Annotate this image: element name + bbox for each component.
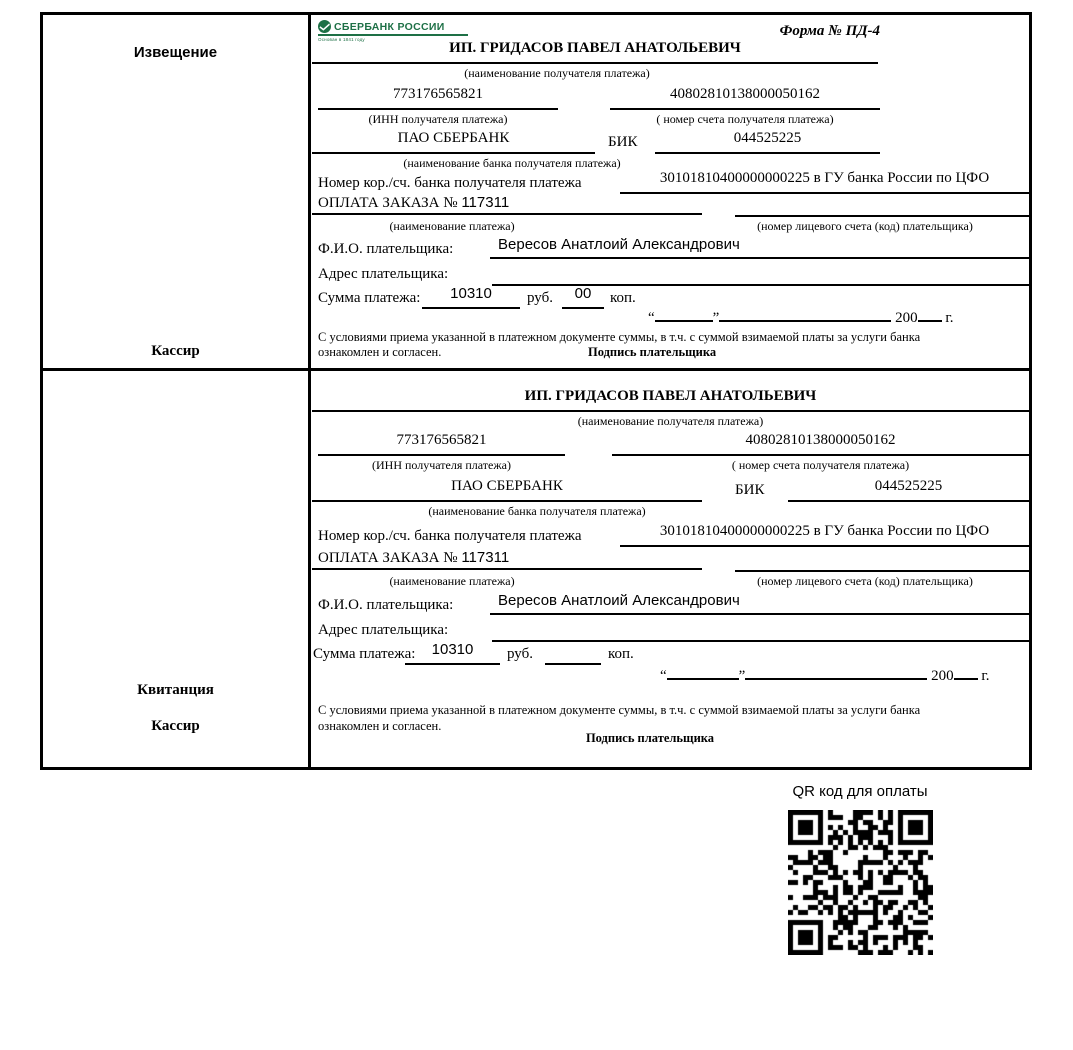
logo-underline	[318, 34, 468, 36]
sum-label-s2: Сумма платежа:	[313, 646, 416, 662]
bank-label-s1: (наименование банка получателя платежа)	[403, 156, 621, 170]
date-day-line-s2	[667, 664, 739, 680]
bik-label-s2: БИК	[735, 482, 765, 498]
address-label-s1: Адрес плательщика:	[318, 266, 449, 282]
corr-field-s2: 30101810400000000225 в ГУ банка России по ЦФО	[620, 523, 1029, 547]
payer-code-label-s2: (номер лицевого счета (код) плательщика)	[757, 574, 973, 588]
qr-code	[788, 810, 933, 955]
bank-name-field-s2: ПАО СБЕРБАНК	[312, 478, 702, 502]
form-number: Форма № ПД-4	[779, 23, 880, 39]
order-number-s2: 117311	[461, 549, 510, 566]
corr-field-s1: 30101810400000000225 в ГУ банка России по ЦФО	[620, 170, 1029, 194]
section2-cashier-label: Кассир	[151, 718, 200, 734]
purpose-text-s1: ОПЛАТА ЗАКАЗА №	[318, 195, 458, 211]
sum-kop-field-s2	[545, 641, 601, 665]
agreement-line2-s1: ознакомлен и согласен.	[318, 345, 442, 359]
open-quote-s1: “	[648, 310, 655, 326]
account-label-s1: ( номер счета получателя платежа)	[656, 112, 834, 126]
section1-cashier-label: Кассир	[151, 343, 200, 359]
section-divider	[40, 368, 1032, 371]
payer-code-field-s1	[735, 194, 1029, 217]
sberbank-logo	[318, 20, 468, 42]
order-number-s1: 117311	[461, 194, 510, 211]
signature-label-s1: Подпись плательщика	[588, 345, 717, 359]
inn-label-s1: (ИНН получателя платежа)	[368, 112, 508, 126]
bank-label-s2: (наименование банка получателя платежа)	[428, 504, 646, 518]
address-field-s2	[492, 617, 1029, 642]
year-prefix-s2: 200	[931, 668, 954, 684]
sberbank-brand-text: СБЕРБАНК РОССИИ	[334, 20, 445, 33]
date-month-line-s1	[719, 306, 891, 322]
year-suffix-s2: г.	[981, 668, 990, 684]
payee-label-s1: (наименование получателя платежа)	[464, 66, 650, 80]
purpose-label-s2: (наименование платежа)	[389, 574, 515, 588]
bik-field-s2: 044525225	[788, 478, 1029, 502]
payer-code-label-s1: (номер лицевого счета (код) плательщика)	[757, 219, 973, 233]
sum-rub-field-s2: 10310	[405, 641, 500, 665]
bik-field-s1: 044525225	[655, 130, 880, 154]
sum-label-s1: Сумма платежа:	[318, 290, 421, 306]
kop-label-s1: коп.	[610, 290, 636, 306]
corr-label-s1: Номер кор./сч. банка получателя платежа	[318, 175, 582, 191]
fio-label-s1: Ф.И.О. плательщика:	[318, 241, 454, 257]
sum-kop-field-s1: 00	[562, 285, 604, 309]
year-line-s1	[918, 306, 942, 322]
agreement-line2-s2: ознакомлен и согласен.	[318, 719, 442, 733]
inn-label-s2: (ИНН получателя платежа)	[372, 458, 511, 472]
purpose-text-s2: ОПЛАТА ЗАКАЗА №	[318, 550, 458, 566]
sberbank-logo-icon	[318, 20, 331, 33]
agreement-line1-s2: С условиями приема указанной в платежном документе суммы, в т.ч. с суммой взимаемой платы за услуги банка	[318, 703, 921, 717]
account-label-s2: ( номер счета получателя платежа)	[731, 458, 910, 472]
agreement-line1-s1: С условиями приема указанной в платежном документе суммы, в т.ч. с суммой взимаемой платы за услуги банка	[318, 330, 921, 344]
date-day-line-s1	[655, 306, 713, 322]
year-line-s2	[954, 664, 978, 680]
bik-label-s1: БИК	[608, 134, 638, 150]
rub-label-s1: руб.	[527, 290, 553, 306]
date-line-s1	[648, 306, 954, 328]
payee-name-field-s1: ИП. ГРИДАСОВ ПАВЕЛ АНАТОЛЬЕВИЧ	[312, 40, 878, 64]
account-field-s1: 40802810138000050162	[610, 86, 880, 110]
payer-name-field-s1: Вересов Анатлоий Александрович	[490, 236, 1029, 259]
corr-label-s2: Номер кор./сч. банка получателя платежа	[318, 528, 582, 544]
payee-label-s2: (наименование получателя платежа)	[577, 414, 764, 428]
section2-side-label: Квитанция	[137, 682, 214, 698]
kop-label-s2: коп.	[608, 646, 634, 662]
signature-label-s2: Подпись плательщика	[585, 731, 715, 745]
inn-field-s1: 773176565821	[318, 86, 558, 110]
account-field-s2: 40802810138000050162	[612, 432, 1029, 456]
date-month-line-s2	[745, 664, 927, 680]
year-prefix-s1: 200	[895, 310, 918, 326]
sum-rub-field-s1: 10310	[422, 285, 520, 309]
vertical-divider	[308, 12, 311, 770]
close-quote-s2: ”	[738, 668, 746, 684]
purpose-label-s1: (наименование платежа)	[389, 219, 515, 233]
year-suffix-s1: г.	[945, 310, 954, 326]
close-quote-s1: ”	[712, 310, 720, 326]
fio-label-s2: Ф.И.О. плательщика:	[318, 597, 454, 613]
payer-name-field-s2: Вересов Анатлоий Александрович	[490, 592, 1029, 615]
address-field-s1	[492, 261, 1029, 286]
open-quote-s2: “	[660, 668, 667, 684]
purpose-field-s1	[312, 194, 702, 215]
payee-name-field-s2: ИП. ГРИДАСОВ ПАВЕЛ АНАТОЛЬЕВИЧ	[312, 388, 1029, 412]
bank-name-field-s1: ПАО СБЕРБАНК	[312, 130, 595, 154]
address-label-s2: Адрес плательщика:	[318, 622, 449, 638]
date-line-s2	[660, 664, 990, 686]
qr-caption: QR код для оплаты	[792, 783, 928, 800]
purpose-field-s2	[312, 549, 702, 570]
sberbank-tagline: Основан в 1841 году	[318, 36, 365, 42]
rub-label-s2: руб.	[507, 646, 533, 662]
section1-side-label: Извещение	[133, 44, 218, 61]
payer-code-field-s2	[735, 549, 1029, 572]
inn-field-s2: 773176565821	[318, 432, 565, 456]
